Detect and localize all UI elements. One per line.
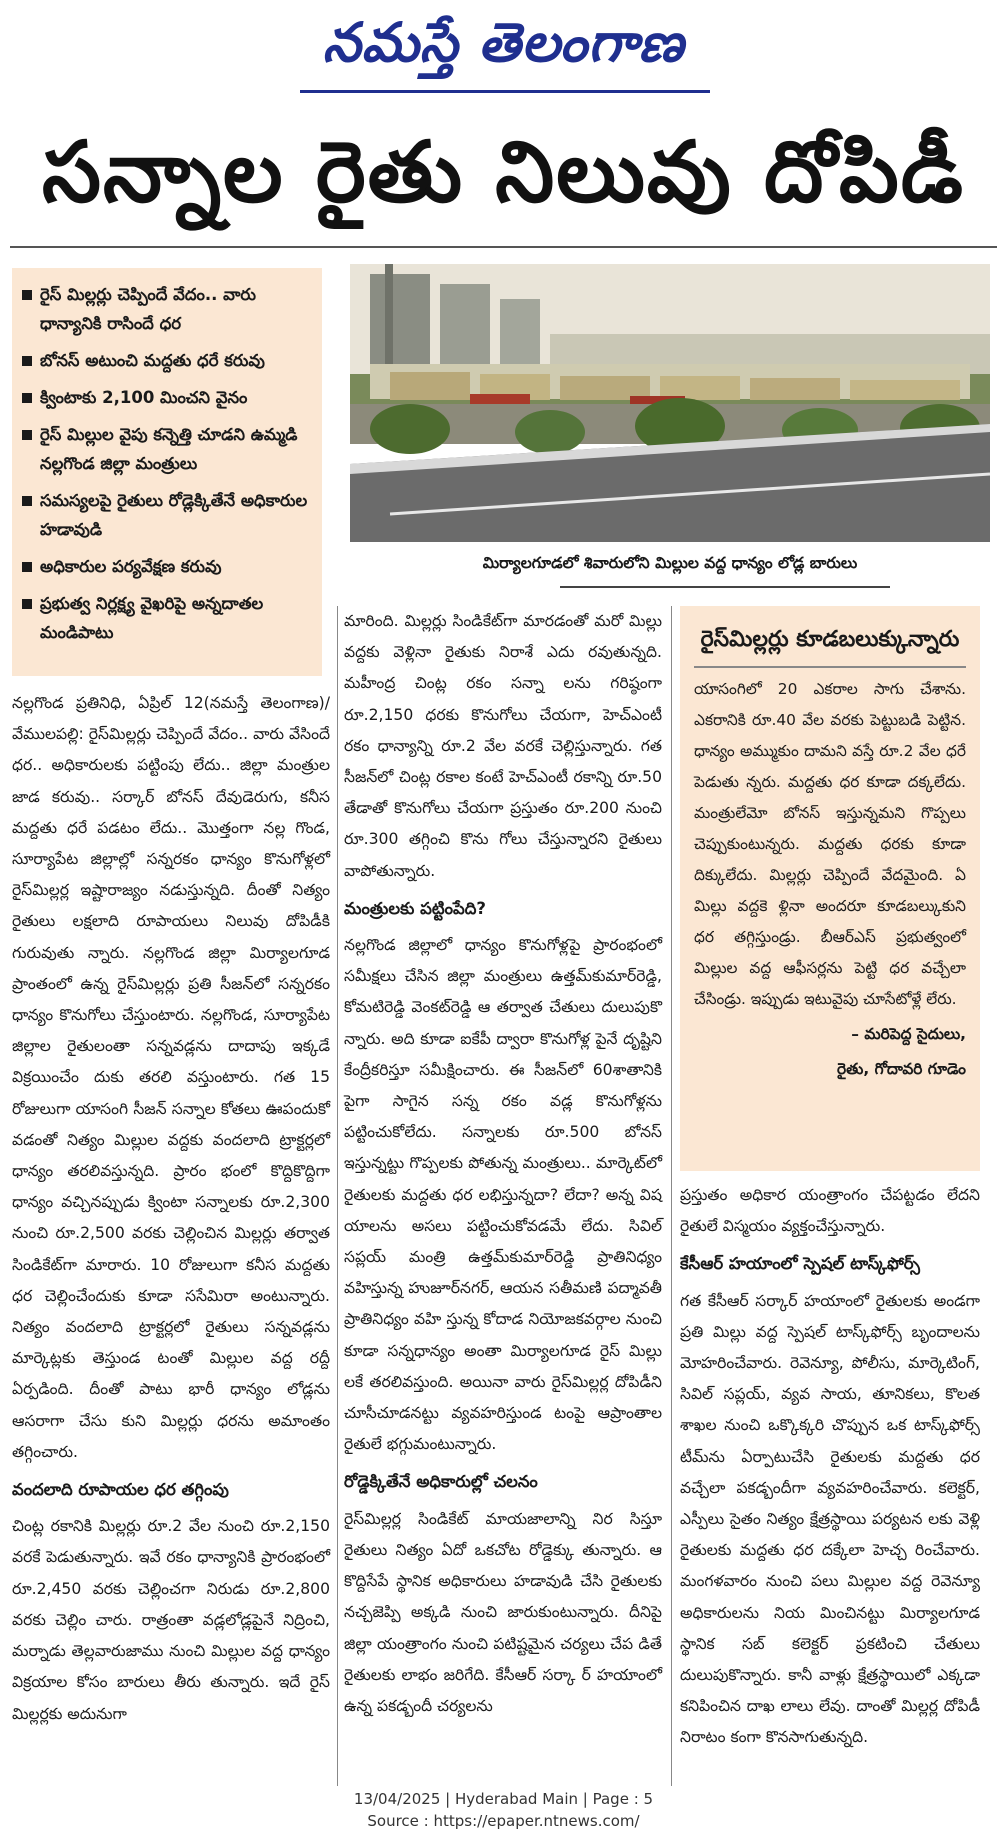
bullet-icon <box>22 562 32 572</box>
highlight-item <box>22 420 312 478</box>
subheading: కేసీఆర్ హయాంలో స్పెషల్ టాస్క్‌ఫోర్స్ <box>680 1254 920 1274</box>
highlight-item <box>22 280 312 338</box>
quote-title: రైస్‌మిల్లర్లు కూడబలుక్కున్నారు <box>700 627 960 652</box>
highlight-text: రైస్ మిల్లర్లు చెప్పిందే వేదం.. వారు ధాన్యానికి రాసిందే ధర <box>40 285 256 333</box>
highlight-text: బోనస్ అటుంచి మద్దతు ధరే కరువు <box>40 351 265 370</box>
highlight-item <box>22 552 312 581</box>
highlight-item <box>22 486 312 544</box>
body-paragraph: ప్రస్తుతం అధికార యంత్రాంగం చేపట్టడం లేదని రైతులే విస్మయం వ్యక్తంచేస్తున్నారు. <box>680 1186 980 1236</box>
photo-caption: మిర్యాలగూడలో శివారులోని మిల్లుల వద్ద ధాన్యం లోడ్ల బారులు <box>482 554 858 572</box>
quote-author-place: రైతు, గోదావరి గూడెం <box>836 1060 966 1078</box>
masthead-rule <box>300 90 710 93</box>
body-paragraph: నల్లగొండ ప్రతినిధి, ఏప్రిల్ 12(నమస్తే తెలంగాణ)/వేములపల్లి: రైస్‌మిల్లర్లు చెప్పిందే వేదం.. వారు వేసిందే ధర.. అధికారులకు పట్టింపు లేదు.. జిల్లా మంత్రుల జాడ కరువు.. సర్కార్ బోనస్ దేవుడెరుగు, కనీస మద్దతు ధరే పడటం లేదు.. మొత్తంగా నల్ల గొండ, సూర్యాపేట జిల్లాల్లో సన్నరకం ధాన్యం కొనుగోళ్లలో రైస్‌మిల్లర్ల ఇష్టారాజ్యం నడుస్తున్నది. దీంతో నిత్యం రైతులు లక్షలాది రూపాయలు నిలువు దోపిడీకి గురువుతు న్నారు. నల్లగొండ జిల్లా మిర్యాలగూడ ప్రాంతంలో ఉన్న రైస్‌మిల్లర్లు ప్రతి సీజన్‌లో సన్నరకం ధాన్యం కొనుగోలు చేస్తుంటారు. నల్లగొండ, సూర్యాపేట జిల్లాల రైతులంతా సన్నవడ్లను దాదాపు ఇక్కడే విక్రయించేం దుకు తరలి వస్తుంటారు. గత 15 రోజులుగా యాసంగి సీజన్ సన్నాల కోతలు ఊపందుకో వడంతో నిత్యం మిల్లుల వద్దకు వందలాది ట్రాక్టర్లలో ధాన్యం తరలివస్తున్నది. ప్రారం భంలో కొద్దికొద్దిగా ధాన్యం వచ్చినప్పుడు క్వింటా సన్నాలకు రూ.2,300 నుంచి రూ.2,500 వరకు చెల్లించిన మిల్లర్లు తర్వాత సిండికేట్‌గా మారారు. 10 రోజులుగా కనీస మద్దతు ధర చెల్లించేందుకు కూడా ససేమిరా అంటున్నారు. నిత్యం వందలాది ట్రాక్టర్లలో రైతులు సన్నవడ్లను మార్కెట్లకు తెస్తుండ టంతో మిల్లుల వద్ద రద్దీ ఏర్పడింది. దీంతో పాటు భారీ ధాన్యం లోడ్లను ఆసరాగా చేసు కుని మిల్లర్లు ధరను అమాంతం తగ్గించారు. <box>12 694 330 1461</box>
farmer-quote-box <box>680 606 980 1171</box>
headline-divider <box>10 246 997 248</box>
quote-body: యాసంగిలో 20 ఎకరాల సాగు చేశాను. ఎకరానికి రూ.40 వేల వరకు పెట్టుబడి పెట్టిన. ధాన్యం అమ్ముకుం దామని వస్తే రూ.2 వేల ధరే పెడుతు న్నరు. మద్దతు ధర కూడా దక్కలేదు. మంత్రులేమో బోనస్ ఇస్తున్నమని గొప్పలు చెప్పుకుంటున్నరు. మద్దతు ధరకు కూడా దిక్కులేదు. మిల్లర్లు చెప్పిందే వేదమైంది. ఏ మిల్లు వద్దకె ళ్లినా అందరూ కూడబల్కుకుని ధర తగ్గిస్తుండ్రు. బీఆర్‌ఎస్ ప్రభుత్వంలో మిల్లుల వద్ద ఆఫీసర్లను పెట్టి ధర వచ్చేలా చేసిండ్రు. ఇప్పుడు ఇటువైపు చూసేటోళ్లే లేరు. <box>694 680 966 1008</box>
article-column-3 <box>680 1180 980 1754</box>
footer-dateline: 13/04/2025 | Hyderabad Main | Page : 5 <box>353 1790 654 1808</box>
highlight-text: క్వింటాకు 2,100 మించని వైనం <box>40 388 248 407</box>
body-paragraph: మారింది. మిల్లర్లు సిండికేట్‌గా మారడంతో మరో మిల్లు వద్దకు వెళ్లినా రైతుకు నిరాశే ఎదు రవుతున్నది. మహీంద్ర చింట్ల రకం సన్నా లను గరిష్ఠంగా రూ.2,150 ధరకు కొనుగోలు చేయగా, హెచ్‌ఎంటీ రకం ధాన్యాన్ని రూ.2 వేల వరకే చెల్లిస్తున్నారు. గత సీజన్‌లో చింట్ల రకాల కంటే హెచ్‌ఎంటీ రకాన్ని రూ.50 తేడాతో కొనుగోలు చేయగా ప్రస్తుతం రూ.200 నుంచి రూ.300 తగ్గించి కొను గోలు చేస్తున్నారని రైతులు వాపోతున్నారు. <box>344 612 662 880</box>
bullet-icon <box>22 393 32 403</box>
highlight-text: ప్రభుత్వ నిర్లక్ష్య వైఖరిపై అన్నదాతల మండిపాటు <box>40 594 264 642</box>
footer-source: Source : https://epaper.ntnews.com/ <box>367 1812 640 1830</box>
highlight-item <box>22 346 312 375</box>
subheading: రోడ్డెక్కితేనే అధికారుల్లో చలనం <box>344 1472 538 1492</box>
bullet-icon <box>22 599 32 609</box>
news-photo <box>350 264 990 542</box>
headline: సన్నాల రైతు నిలువు దోపిడీ <box>42 122 965 221</box>
body-paragraph: రైస్‌మిల్లర్ల సిండికేట్ మాయజాలాన్ని నిర సిస్తూ రైతులు నిత్యం ఏదో ఒకచోట రోడ్డెక్కు తున్నారు. ఆ కొద్దిసేపే స్థానిక అధికారులు హడావుడి చేసి రైతులకు నచ్చజెప్పి అక్కడి నుంచి జారుకుంటున్నారు. దీనిపై జిల్లా యంత్రాంగం నుంచి పటిష్టమైన చర్యలు చేప డితే రైతులకు లాభం జరిగేది. కేసీఆర్ సర్కా ర్ హయాంలో ఉన్న పకడ్బందీ చర్యలను <box>344 1509 662 1715</box>
highlight-text: సమస్యలపై రైతులు రోడ్లెక్కితేనే అధికారుల హడావుడి <box>40 491 308 539</box>
article-column-1 <box>12 688 330 1730</box>
column-divider <box>671 606 672 1786</box>
bullet-icon <box>22 496 32 506</box>
highlight-text: రైస్ మిల్లుల వైపు కన్నెత్తి చూడని ఉమ్మడి నల్లగొండ జిల్లా మంత్రులు <box>40 425 298 473</box>
highlights-box <box>12 268 322 676</box>
bullet-icon <box>22 356 32 366</box>
quote-title-rule <box>694 666 966 668</box>
body-paragraph: నల్లగొండ జిల్లాలో ధాన్యం కొనుగోళ్లపై ప్రారంభంలో సమీక్షలు చేసిన జిల్లా మంత్రులు ఉత్తమ్‌కుమార్‌రెడ్డి, కోమటిరెడ్డి వెంకట్‌రెడ్డి ఆ తర్వాత చేతులు దులుపుకొ న్నారు. అది కూడా ఐకేపీ ద్వారా కొనుగోళ్ల పైనే దృష్టిని కేంద్రీకరిస్తూ సమీక్షించారు. ఈ సీజన్‌లో 60శాతానికి పైగా సాగైన సన్న రకం వడ్ల కొనుగోళ్లను పట్టించుకోలేదు. సన్నాలకు రూ.500 బోనస్ ఇస్తున్నట్టు గొప్పలకు పోతున్న మంత్రులు.. మార్కెట్‌లో రైతులకు మద్దతు ధర లభిస్తున్నదా? లేదా? అన్న విష యాలను అసలు పట్టించుకోవడమే లేదు. సివిల్ సప్లయ్ మంత్రి ఉత్తమ్‌కుమార్‌రెడ్డి ప్రాతినిధ్యం వహిస్తున్న హుజూర్‌నగర్, ఆయన సతీమణి పద్మావతీ ప్రాతినిధ్యం వహి స్తున్న కోదాడ నియోజకవర్గాల నుంచి కూడా సన్నధాన్యం అంతా మిర్యాలగూడ రైస్ మిల్లు లకే తరలివస్తుంది. అయినా వారు రైస్‌మిల్లర్ల దోపిడీని చూసీచూడనట్టు వ్యవహరిస్తుండ టంపై ఆప్రాంతాల రైతులే భగ్గుమంటున్నారు. <box>344 936 662 1454</box>
quote-author: – మరిపెద్ద సైదులు, <box>851 1025 966 1043</box>
body-paragraph: గత కేసీఆర్ సర్కార్ హయాంలో రైతులకు అండగా ప్రతి మిల్లు వద్ద స్పెషల్ టాస్క్‌ఫోర్స్ బృందాలను మోహరించేవారు. రెవెన్యూ, పోలీసు, మార్కెటింగ్, సివిల్ సప్లయ్, వ్యవ సాయ, తూనికలు, కొలత శాఖల నుంచి ఒక్కొక్కరి చొప్పున ఒక టాస్క్‌ఫోర్స్ టీమ్‌ను ఏర్పాటుచేసి రైతులకు మద్దతు ధర వచ్చేలా పకడ్బందీగా వ్యవహరించేవారు. కలెక్టర్, ఎస్పీలు సైతం నిత్యం క్షేత్రస్థాయి పర్యటన లకు వెళ్లి రైతులకు మద్దతు ధర దక్కేలా హెచ్చ రించేవారు. మంగళవారం నుంచి పలు మిల్లుల వద్ద రెవెన్యూ అధికారులను నియ మించినట్టు మిర్యాలగూడ స్థానిక సబ్ కలెక్టర్ ప్రకటించి చేతులు దులుపుకొన్నారు. కానీ వాళ్లు క్షేత్రస్థాయిలో ఎక్కడా కనిపించిన దాఖ లాలు లేవు. దాంతో మిల్లర్ల దోపిడీ నిరాటం కంగా కొనసాగుతున్నది. <box>680 1291 980 1747</box>
bullet-icon <box>22 430 32 440</box>
bullet-icon <box>22 290 32 300</box>
subheading: వందలాది రూపాయల ధర తగ్గింపు <box>12 1480 229 1500</box>
column-divider <box>337 606 338 1786</box>
highlight-item <box>22 589 312 647</box>
caption-rule <box>560 586 890 588</box>
highlight-item <box>22 383 312 412</box>
body-paragraph: చింట్ల రకానికి మిల్లర్లు రూ.2 వేల నుంచి రూ.2,150 వరకే పెడుతున్నారు. ఇవే రకం ధాన్యానికి ప్రారంభంలో రూ.2,450 వరకు చెల్లించగా నిరుడు రూ.2,800 వరకు చెల్లిం చారు. రాత్రంతా వడ్లలోడ్లపైనే నిద్రించి, మర్నాడు తెల్లవారుజాము నుంచి మిల్లుల వద్ద ధాన్యం విక్రయాల కోసం బారులు తీరు తున్నారు. ఇదే రైస్ మిల్లర్లకు అదునుగా <box>12 1517 330 1723</box>
article-column-2 <box>344 606 662 1722</box>
subheading: మంత్రులకు పట్టింపేది? <box>344 898 486 918</box>
highlight-text: అధికారుల పర్యవేక్షణ కరువు <box>40 557 222 576</box>
masthead-logo: నమస్తే తెలంగాణ <box>322 10 685 74</box>
